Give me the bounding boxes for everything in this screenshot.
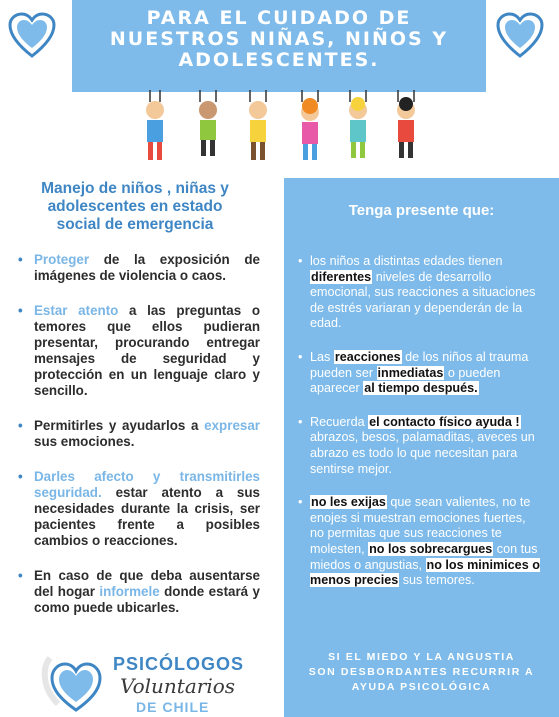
item-text: de la exposición de imágenes de violencia o caos.: [34, 252, 260, 283]
footer-note-line-2: SON DESBORDANTES RECURRIR A: [308, 666, 535, 678]
logo-text-2: Voluntarios: [120, 674, 236, 698]
right-bullet-list: [298, 254, 542, 607]
left-title-line-2: adolescentes en estado: [47, 198, 223, 215]
item-text: a las preguntas o temores que ellos pudieran presentar, procurando entregar mensajes de seguridad y protección en un lenguaje claro y sencillo.: [34, 303, 260, 398]
list-item: [298, 415, 542, 477]
item-text: sus emociones.: [34, 434, 135, 449]
list-item: [18, 568, 260, 616]
item-text: estar atento a sus necesidades durante la crisis, ser pacientes frente a posibles cambios o reacciones.: [34, 485, 260, 548]
header-line-1: PARA EL CUIDADO DE: [146, 7, 412, 29]
list-item: [18, 418, 260, 450]
item-pre: En caso de que deba ausentarse del hogar: [34, 568, 260, 599]
list-item: [18, 303, 260, 399]
left-title-line-1: Manejo de niños , niñas y: [41, 180, 229, 197]
item-text: o pueden aparecer: [310, 365, 501, 396]
item-accent: Darles afecto y transmitirles seguridad.: [34, 469, 260, 500]
logo-text-3: DE CHILE: [136, 699, 210, 715]
item-text: sus temores.: [399, 573, 475, 588]
item-text: que sean valientes, no te enojes si muestran emociones fuertes, no permitas que sus reacciones te molesten,: [310, 495, 531, 556]
right-title: Tenga presente que:: [348, 202, 495, 219]
item-text: donde estará y como puede ubicarles.: [34, 584, 260, 615]
left-column: [0, 170, 278, 717]
item-highlight: no los minimices o menos precies: [310, 557, 540, 588]
item-accent: Proteger: [34, 252, 90, 267]
header-line-3: ADOLESCENTES.: [178, 49, 380, 71]
list-item: [18, 252, 260, 284]
item-highlight: no les exijas: [311, 495, 386, 510]
item-highlight: reacciones: [334, 349, 401, 364]
item-highlight: el contacto físico ayuda !: [369, 414, 520, 429]
header-banner: [72, 0, 486, 92]
item-pre: Permitirles y ayudarlos a: [34, 418, 205, 433]
item-text: Las: [310, 349, 334, 364]
item-highlight: no los sobrecargues: [369, 541, 493, 556]
list-item: [298, 350, 542, 397]
item-text: niveles de desarrollo emocional, sus reacciones a situaciones de estrés variaran y dependerán de la edad.: [310, 269, 536, 331]
left-title: [10, 180, 260, 234]
list-item: [298, 254, 542, 332]
footer-note-line-3: AYUDA PSICOLÓGICA: [351, 681, 492, 693]
right-column: [284, 178, 559, 717]
item-highlight: inmediatas: [377, 365, 444, 380]
list-item: [298, 495, 542, 589]
item-text: abrazos, besos, palamaditas, aveces un abrazo es todo lo que necesitan para sentirse mejor.: [310, 430, 535, 476]
item-text: con tus miedos o angustias,: [310, 541, 538, 572]
item-highlight: al tiempo después.: [364, 381, 478, 396]
item-highlight: diferentes: [311, 269, 372, 284]
footer-note: [284, 650, 559, 695]
footer-note-line-1: SI EL MIEDO Y LA ANGUSTIA: [328, 651, 515, 663]
hanging-children-illustration: [140, 90, 430, 170]
organization-logo: [40, 646, 270, 717]
list-item: [18, 469, 260, 549]
item-accent: informele: [99, 584, 160, 599]
item-accent: Estar atento: [34, 303, 119, 318]
left-bullet-list: [18, 252, 260, 635]
item-accent: expresar: [204, 418, 260, 433]
left-title-line-3: social de emergencia: [56, 216, 214, 233]
heart-logo-right-icon: [496, 12, 544, 58]
item-text: de los niños al trauma pueden ser: [310, 349, 529, 380]
heart-logo-icon: [40, 648, 112, 714]
item-text: los niños a distintas edades tienen: [310, 254, 503, 268]
logo-text-1: PSICÓLOGOS: [113, 654, 245, 674]
heart-logo-left-icon: [8, 12, 56, 58]
header-line-2: NUESTROS NIÑAS, NIÑOS Y: [109, 28, 449, 50]
item-text: Recuerda: [310, 414, 369, 429]
